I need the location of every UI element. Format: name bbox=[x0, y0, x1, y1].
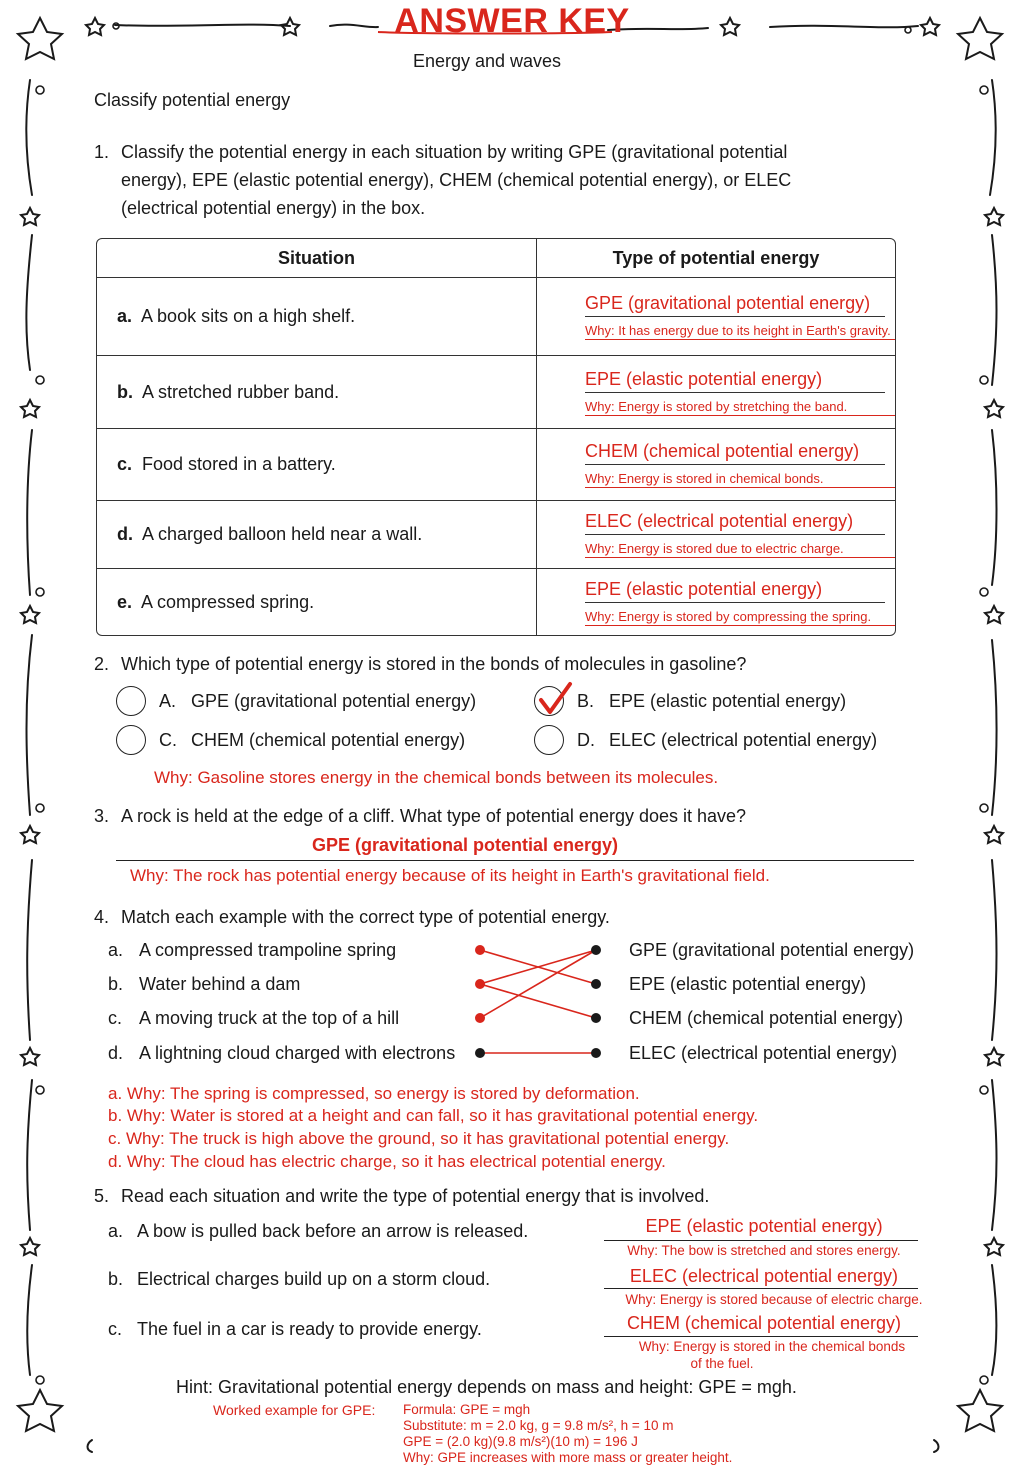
q5-answer: ELEC (electrical potential energy) bbox=[629, 1266, 899, 1286]
match-dot-left[interactable] bbox=[475, 1013, 485, 1023]
match-left-item: A moving truck at the top of a hill bbox=[139, 1008, 400, 1028]
match-dot-left[interactable] bbox=[475, 979, 485, 989]
option-b-letter: B. bbox=[577, 691, 595, 711]
match-right-item: CHEM (chemical potential energy) bbox=[629, 1008, 904, 1028]
match-left-letter: a. bbox=[108, 940, 124, 960]
answer-text: EPE (elastic potential energy) bbox=[585, 579, 885, 603]
situation-text: A stretched rubber band. bbox=[142, 381, 340, 402]
option-c-letter: C. bbox=[159, 730, 177, 750]
worked-example-line: GPE = (2.0 kg)(9.8 m/s²)(10 m) = 196 J bbox=[403, 1434, 638, 1449]
col-situation: Situation bbox=[97, 239, 537, 278]
row-letter: c. bbox=[117, 454, 133, 474]
q5-answer-line bbox=[604, 1336, 918, 1337]
q4-number: 4. bbox=[94, 907, 110, 927]
q3-text: A rock is held at the edge of a cliff. What type of potential energy does it have? bbox=[121, 806, 747, 826]
match-dot-right[interactable] bbox=[591, 945, 601, 955]
hint-text: Hint: Gravitational potential energy depends on mass and height: GPE = mgh. bbox=[176, 1377, 797, 1397]
q5-answer-line bbox=[604, 1288, 918, 1289]
q5-answer: CHEM (chemical potential energy) bbox=[626, 1313, 902, 1333]
table-header-row bbox=[97, 239, 895, 278]
q5-item-text: A bow is pulled back before an arrow is released. bbox=[137, 1221, 529, 1241]
q2-text: Which type of potential energy is stored in the bonds of molecules in gasoline? bbox=[121, 654, 747, 674]
q5-item-letter: c. bbox=[108, 1319, 123, 1339]
worked-example-line: Substitute: m = 2.0 kg, g = 9.8 m/s², h = 10 m bbox=[403, 1418, 674, 1433]
match-dot-right[interactable] bbox=[591, 1013, 601, 1023]
situation-cell bbox=[97, 569, 537, 635]
q3-answer-line bbox=[116, 860, 914, 861]
q3-answer: GPE (gravitational potential energy) bbox=[311, 835, 619, 855]
q5-item-letter: a. bbox=[108, 1221, 124, 1241]
option-b-text: EPE (elastic potential energy) bbox=[609, 691, 847, 711]
situation-text: Food stored in a battery. bbox=[142, 454, 336, 474]
answer-text: CHEM (chemical potential energy) bbox=[585, 441, 885, 465]
option-a-letter: A. bbox=[159, 691, 177, 711]
q4-why: a. Why: The spring is compressed, so energy is stored by deformation. bbox=[108, 1084, 640, 1103]
section-title: Classify potential energy bbox=[94, 90, 291, 110]
situation-cell bbox=[97, 278, 537, 356]
option-c-radio[interactable] bbox=[116, 725, 146, 755]
match-left-letter: c. bbox=[108, 1008, 123, 1028]
q5-item-text: Electrical charges build up on a storm cloud. bbox=[137, 1269, 491, 1289]
why-text: Why: Energy is stored due to electric charge. bbox=[585, 541, 895, 558]
why-text: Why: Energy is stored by compressing the spring. bbox=[585, 609, 895, 626]
match-dot-right[interactable] bbox=[591, 1048, 601, 1058]
q5-why: Why: Energy is stored because of electric charge. bbox=[625, 1292, 923, 1307]
situation-text: A book sits on a high shelf. bbox=[141, 306, 356, 326]
q5-why: Why: The bow is stretched and stores energy. bbox=[627, 1243, 901, 1258]
q5-number: 5. bbox=[94, 1186, 110, 1206]
answer-cell bbox=[537, 429, 895, 501]
q5-item-text: The fuel in a car is ready to provide energy. bbox=[137, 1319, 482, 1339]
match-dot-left[interactable] bbox=[475, 945, 485, 955]
situation-text: A charged balloon held near a wall. bbox=[142, 524, 423, 544]
row-letter: a. bbox=[117, 306, 133, 326]
match-right-item: ELEC (electrical potential energy) bbox=[629, 1043, 898, 1063]
table-row bbox=[97, 569, 895, 635]
situation-cell bbox=[97, 501, 537, 569]
match-left-letter: b. bbox=[108, 974, 124, 994]
row-letter: e. bbox=[117, 591, 133, 612]
table-row bbox=[97, 278, 895, 356]
why-text: Why: Energy is stored in chemical bonds. bbox=[585, 471, 895, 488]
match-right-item: EPE (elastic potential energy) bbox=[629, 974, 867, 994]
situation-cell bbox=[97, 356, 537, 429]
match-dot-left[interactable] bbox=[475, 1048, 485, 1058]
option-d-radio[interactable] bbox=[534, 725, 564, 755]
answer-text: ELEC (electrical potential energy) bbox=[585, 511, 885, 535]
q1-text-line: Classify the potential energy in each situation by writing GPE (gravitational potential bbox=[121, 142, 788, 162]
match-line bbox=[480, 984, 596, 1018]
answer-cell bbox=[537, 278, 895, 356]
page-subtitle: Energy and waves bbox=[412, 51, 562, 71]
q4-why: c. Why: The truck is high above the ground, so it has gravitational potential energy. bbox=[108, 1129, 730, 1148]
q1-text-line: energy), EPE (elastic potential energy), CHEM (chemical potential energy), or ELEC bbox=[121, 170, 792, 190]
worked-example-label: Worked example for GPE: bbox=[213, 1402, 376, 1418]
q2-why: Why: Gasoline stores energy in the chemical bonds between its molecules. bbox=[154, 768, 719, 787]
answer-text: EPE (elastic potential energy) bbox=[585, 369, 885, 393]
q5-text: Read each situation and write the type of potential energy that is involved. bbox=[121, 1186, 710, 1206]
q5-why-continued: of the fuel. bbox=[690, 1356, 754, 1371]
option-d-letter: D. bbox=[577, 730, 595, 750]
q5-why: Why: Energy is stored in the chemical bonds bbox=[638, 1339, 906, 1354]
match-line bbox=[480, 950, 596, 1018]
situation-cell bbox=[97, 429, 537, 501]
q4-why: b. Why: Water is stored at a height and can fall, so it has gravitational potential energy. bbox=[108, 1106, 759, 1125]
match-left-letter: d. bbox=[108, 1043, 124, 1063]
option-d-text: ELEC (electrical potential energy) bbox=[609, 730, 878, 750]
worked-example-line: Formula: GPE = mgh bbox=[403, 1402, 531, 1417]
why-text: Why: Energy is stored by stretching the band. bbox=[585, 399, 895, 416]
matching-lines bbox=[460, 935, 620, 1065]
q3-why: Why: The rock has potential energy because of its height in Earth's gravitational field. bbox=[130, 866, 770, 885]
q2-number: 2. bbox=[94, 654, 110, 674]
q4-text: Match each example with the correct type of potential energy. bbox=[121, 907, 610, 927]
answer-cell bbox=[537, 356, 895, 429]
col-type: Type of potential energy bbox=[537, 239, 895, 278]
table-row bbox=[97, 501, 895, 569]
situation-table bbox=[96, 238, 896, 636]
q3-number: 3. bbox=[94, 806, 110, 826]
situation-text: A compressed spring. bbox=[141, 591, 315, 612]
q4-why: d. Why: The cloud has electric charge, so it has electrical potential energy. bbox=[108, 1152, 666, 1171]
q5-answer-line bbox=[604, 1240, 918, 1241]
option-c-text: CHEM (chemical potential energy) bbox=[191, 730, 466, 750]
match-dot-right[interactable] bbox=[591, 979, 601, 989]
q1-number: 1. bbox=[94, 142, 110, 162]
match-left-item: Water behind a dam bbox=[139, 974, 301, 994]
answer-cell bbox=[537, 569, 895, 635]
answer-cell bbox=[537, 501, 895, 569]
answer-text: GPE (gravitational potential energy) bbox=[585, 293, 885, 317]
match-left-item: A lightning cloud charged with electrons bbox=[139, 1043, 456, 1063]
page-title: ANSWER KEY bbox=[394, 2, 630, 40]
table-row bbox=[97, 356, 895, 429]
checkmark-icon bbox=[534, 680, 574, 720]
table-row bbox=[97, 429, 895, 501]
q5-answer: EPE (elastic potential energy) bbox=[645, 1216, 883, 1236]
row-letter: d. bbox=[117, 524, 133, 544]
option-a-text: GPE (gravitational potential energy) bbox=[191, 691, 477, 711]
q5-item-letter: b. bbox=[108, 1269, 124, 1289]
match-right-item: GPE (gravitational potential energy) bbox=[629, 940, 915, 960]
row-letter: b. bbox=[117, 381, 133, 402]
q1-text-line: (electrical potential energy) in the box. bbox=[121, 198, 426, 218]
why-text: Why: It has energy due to its height in Earth's gravity. bbox=[585, 323, 895, 340]
worked-example-line: Why: GPE increases with more mass or greater height. bbox=[403, 1450, 733, 1465]
option-a-radio[interactable] bbox=[116, 686, 146, 716]
match-left-item: A compressed trampoline spring bbox=[139, 940, 397, 960]
